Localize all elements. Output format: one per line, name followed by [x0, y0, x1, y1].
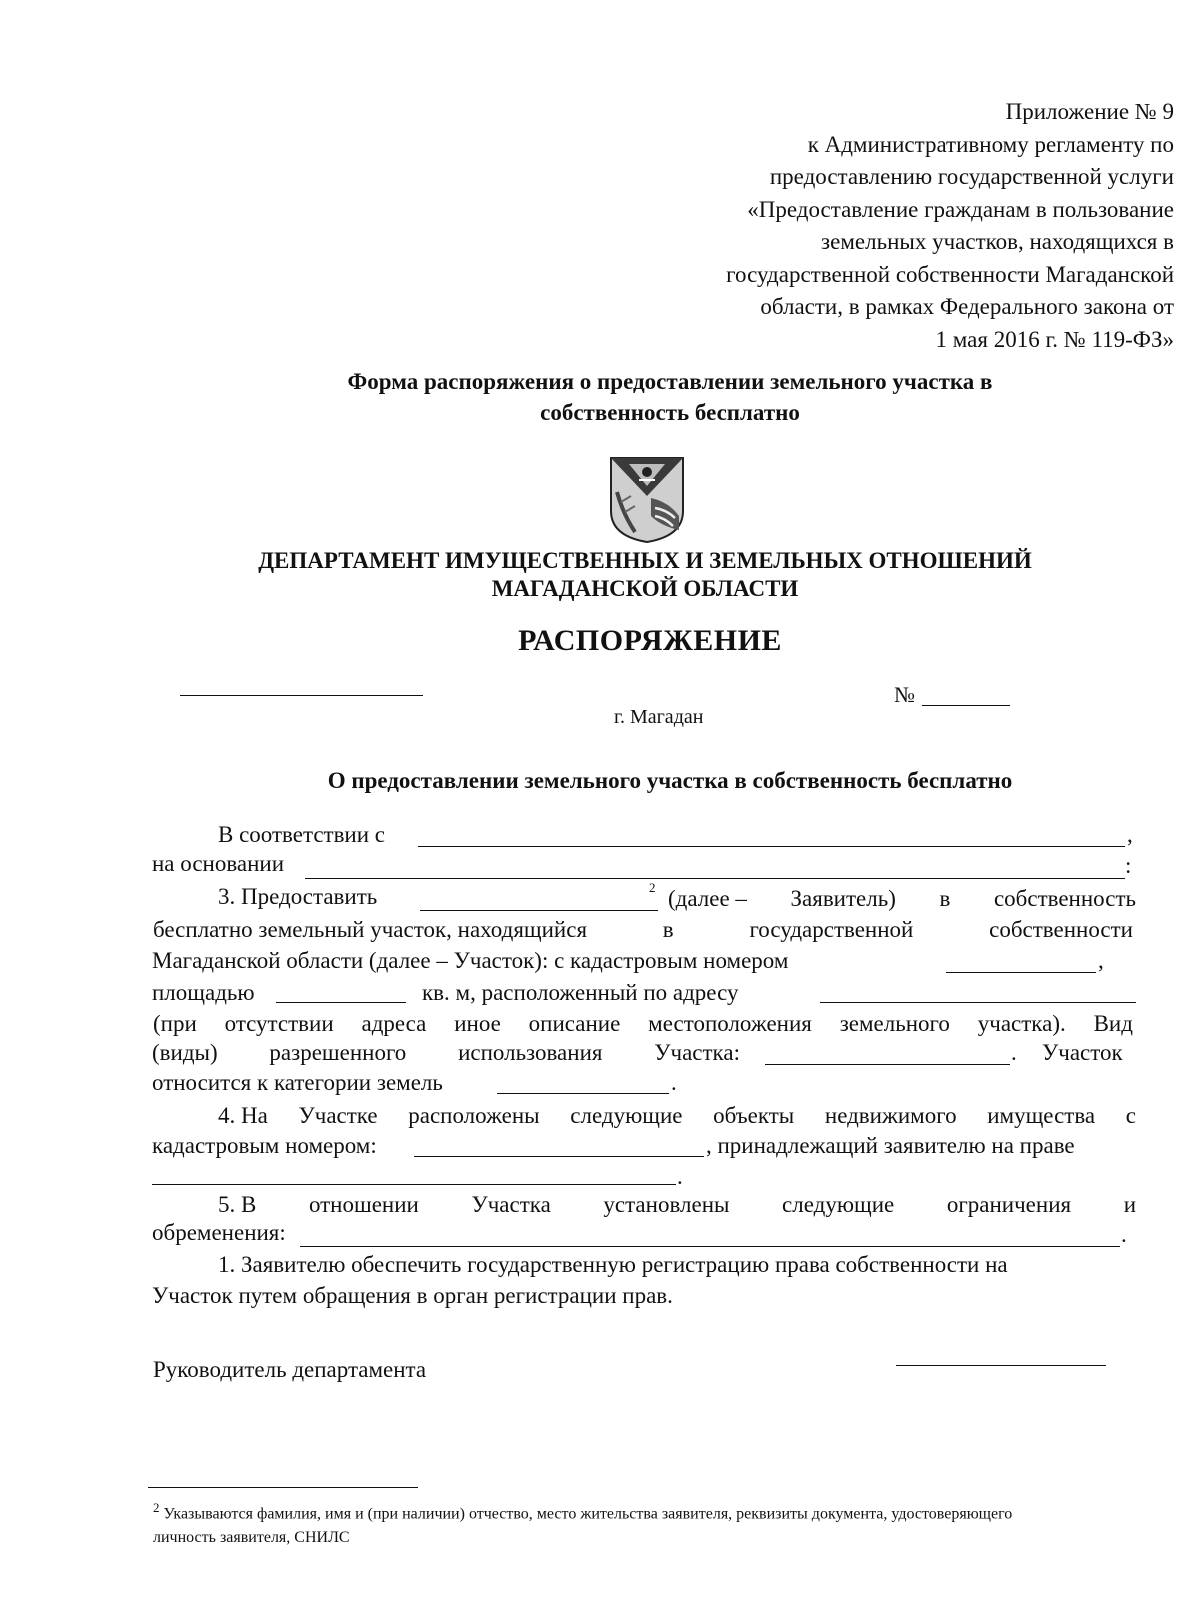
- para-3-start: 3. Предоставить: [218, 884, 378, 909]
- applicant-field[interactable]: [420, 910, 658, 911]
- text-word: Заявитель): [790, 886, 896, 911]
- text-word: ограничения: [946, 1192, 1072, 1217]
- grounds-field[interactable]: [305, 878, 1125, 879]
- appendix-line: земельных участков, находящихся в: [821, 229, 1174, 254]
- text-word: недвижимого: [824, 1103, 957, 1128]
- land-category-field[interactable]: [497, 1093, 669, 1094]
- text-word: с: [1125, 1103, 1136, 1128]
- para-3-line3: Магаданской области (далее – Участок): с кадастровым номером: [152, 948, 789, 973]
- cadastral-number-field[interactable]: [946, 972, 1096, 973]
- appendix-line: предоставлению государственной услуги: [769, 164, 1174, 189]
- text-word: бесплатно земельный участок, находящийся: [153, 917, 588, 942]
- text-word: государственной: [749, 917, 914, 942]
- text-word: адреса: [361, 1011, 427, 1036]
- permitted-use-field[interactable]: [765, 1064, 1010, 1065]
- appendix-line: государственной собственности Магаданской: [726, 261, 1174, 287]
- para-4-line3-end: .: [677, 1164, 683, 1189]
- number-field[interactable]: [922, 705, 1010, 706]
- para-3-line7-end: .: [671, 1070, 677, 1095]
- footnote-ref: 2: [649, 880, 656, 895]
- signature-label: Руководитель департамента: [153, 1357, 427, 1382]
- form-title-line: собственность бесплатно: [540, 400, 800, 425]
- para-3-line5: [153, 1011, 1133, 1037]
- text-word: расположены: [408, 1103, 540, 1128]
- para-5-line2-end: .: [1121, 1222, 1127, 1247]
- text-word: отсутствии: [224, 1011, 334, 1036]
- object-cadastral-label: кадастровым номером:: [152, 1133, 377, 1158]
- area-field[interactable]: [276, 1002, 406, 1003]
- para-4-line1: [218, 1103, 1136, 1129]
- para-6-line2: Участок путем обращения в орган регистрации прав.: [152, 1283, 673, 1308]
- basis-field[interactable]: [418, 846, 1125, 847]
- text-word: иное: [454, 1011, 501, 1036]
- appendix-line: области, в рамках Федерального закона от: [760, 294, 1174, 319]
- text-word: разрешенного: [269, 1040, 407, 1065]
- text-word: Вид: [1093, 1011, 1133, 1036]
- text-word: Участке: [298, 1103, 378, 1128]
- text-word: Участка: [471, 1192, 551, 1217]
- text-word: следующие: [782, 1192, 895, 1217]
- appendix-line: к Административному регламенту по: [807, 131, 1174, 157]
- area-label: площадью: [152, 980, 255, 1005]
- text-word: участка).: [977, 1011, 1066, 1036]
- text-word: описание: [528, 1011, 621, 1036]
- encumbrances-label: обременения:: [152, 1220, 286, 1245]
- text-word: собственности: [989, 917, 1133, 942]
- para-3-line3-end: ,: [1098, 948, 1104, 973]
- para-6-line1: 1. Заявителю обеспечить государственную регистрацию права собственности на: [218, 1252, 1008, 1277]
- encumbrances-field[interactable]: [300, 1246, 1120, 1247]
- land-category-label: относится к категории земель: [152, 1070, 443, 1095]
- text-word: (при: [153, 1011, 197, 1036]
- text-word: (далее –: [668, 886, 747, 911]
- department-line: МАГАДАНСКОЙ ОБЛАСТИ: [491, 576, 799, 601]
- para-3-line6: [152, 1040, 740, 1066]
- ownership-label: , принадлежащий заявителю на праве: [706, 1133, 1075, 1158]
- department-name: [0, 547, 1200, 603]
- signature-field[interactable]: [896, 1365, 1106, 1366]
- para-2-end: :: [1125, 853, 1132, 878]
- form-title-line: Форма распоряжения о предоставлении земельного участка в: [347, 369, 993, 394]
- text-word: 4. На: [218, 1103, 268, 1128]
- text-word: Участка:: [654, 1040, 740, 1065]
- para-3-line6-end: Участок: [1042, 1040, 1123, 1065]
- department-line: ДЕПАРТАМЕНТ ИМУЩЕСТВЕННЫХ И ЗЕМЕЛЬНЫХ ОТНОШЕНИЙ: [258, 548, 1032, 573]
- para-2-start: на основании: [152, 851, 285, 876]
- para-3-line2: [153, 917, 1133, 943]
- text-word: собственность: [993, 886, 1136, 911]
- appendix-header: [726, 96, 1174, 356]
- number-label: №: [894, 682, 915, 707]
- object-cadastral-field[interactable]: [414, 1156, 704, 1157]
- footnote: [153, 1496, 1053, 1550]
- ownership-right-field[interactable]: [152, 1184, 676, 1185]
- footnote-text: Указываются фамилия, имя и (при наличии) отчество, место жительства заявителя, реквизиты документа, удостоверяющего личность заявителя, СНИЛС: [153, 1505, 1013, 1547]
- text-word: и: [1123, 1192, 1136, 1217]
- text-word: земельного: [839, 1011, 950, 1036]
- text-word: следующие: [570, 1103, 683, 1128]
- footnote-separator: [148, 1487, 418, 1488]
- para-1-end: ,: [1127, 822, 1133, 847]
- text-word: отношении: [308, 1192, 419, 1217]
- address-label: кв. м, расположенный по адресу: [422, 980, 739, 1005]
- text-word: в: [939, 886, 951, 911]
- address-field[interactable]: [820, 1002, 1136, 1003]
- appendix-line: 1 мая 2016 г. № 119-ФЗ»: [935, 326, 1174, 352]
- text-word: местоположения: [648, 1011, 812, 1036]
- order-subject: О предоставлении земельного участка в собственность бесплатно: [327, 768, 1013, 793]
- para-5-line1: [218, 1192, 1136, 1218]
- form-title: [0, 366, 1200, 428]
- city-label: г. Магадан: [614, 706, 704, 728]
- date-field[interactable]: [180, 695, 423, 696]
- coat-of-arms-icon: [609, 456, 685, 544]
- para-1-start: В соответствии с: [218, 822, 386, 847]
- text-word: 5. В: [218, 1192, 257, 1217]
- text-word: имущества: [987, 1103, 1096, 1128]
- text-word: установлены: [603, 1192, 730, 1217]
- text-word: объекты: [713, 1103, 795, 1128]
- para-3-line1: [668, 886, 1136, 912]
- text-word: в: [662, 917, 674, 942]
- footnote-mark: 2: [153, 1500, 160, 1515]
- appendix-line: «Предоставление гражданам в пользование: [747, 196, 1174, 222]
- para-3-line6-period: .: [1011, 1040, 1017, 1065]
- text-word: использования: [458, 1040, 603, 1065]
- document-type: РАСПОРЯЖЕНИЕ: [518, 624, 782, 657]
- appendix-line: Приложение № 9: [1005, 99, 1174, 124]
- text-word: (виды): [152, 1040, 218, 1065]
